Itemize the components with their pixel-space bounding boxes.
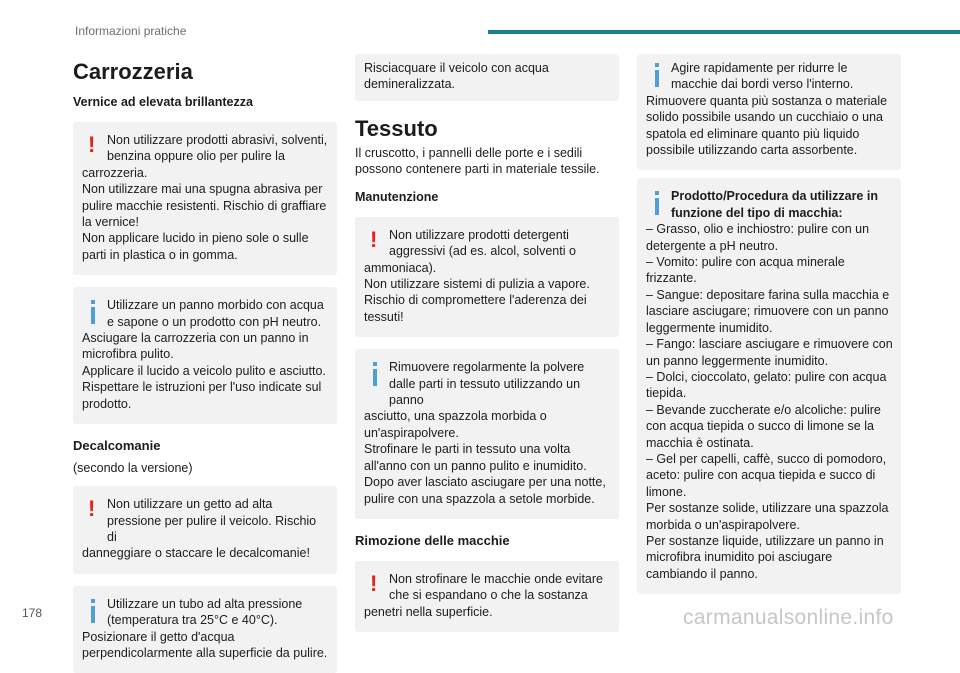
- stain-guide-heading: Prodotto/Procedura da utilizzare in funzione del tipo di macchia:: [671, 189, 878, 220]
- info-icon: [373, 362, 377, 386]
- exclamation-mark-icon: !: [370, 570, 378, 596]
- subheading-decalcomanie: Decalcomanie: [73, 438, 161, 454]
- info-icon: [91, 599, 95, 623]
- column-1: [73, 54, 337, 673]
- info-box: [73, 586, 337, 673]
- warning-text: danneggiare o staccare le decalcomanie!: [82, 546, 310, 561]
- info-box: [355, 349, 619, 519]
- header-section-title: Informazioni pratiche: [75, 24, 187, 38]
- warning-text-first: Non utilizzare prodotti abrasivi, solventi, benzina oppure olio per pulire la: [107, 133, 328, 164]
- info-icon: [655, 191, 659, 215]
- warning-box: [355, 561, 619, 632]
- info-box: [73, 287, 337, 424]
- exclamation-mark-icon: !: [88, 132, 96, 157]
- rinse-text: Risciacquare il veicolo con acqua demineralizzata.: [364, 61, 549, 92]
- warning-text-first: Non utilizzare un getto ad alta pressione per pulire il veicolo. Rischio di: [107, 497, 317, 544]
- stain-guide-list: – Grasso, olio e inchiostro: pulire con un detergente a pH neutro. – Vomito: pulire con acqua minerale frizzante. – Sangue: depositare farina sulla macchia e lasciare asciugare; rimuovere con un panno leggermente inumidito. – Fango: lasciare asciugare e rimuovere con un panno leggermente inumidito. – Dolci, cioccolato, gelato: pulire con acqua tiepida. – Bevande zuccherate e/o alcoliche: pulire con acqua tiepida o succo di limone se la macchia è ostinata. – Gel per capelli, caffè, succo di pomodoro, aceto: pulire con acqua tiepida e succo di limone. Per sostanze solide, utilizzare una spazzola morbida o un'aspirapolvere. Per sostanze liquide, utilizzare un panno in microfibra inumidito poi asciugare cambiando il panno.: [646, 222, 893, 581]
- info-text-first: Agire rapidamente per ridurre le macchie dai bordi verso l'interno.: [671, 61, 854, 92]
- info-text-first: Utilizzare un tubo ad alta pressione (temperatura tra 25°C e 40°C).: [107, 596, 303, 628]
- exclamation-mark-icon: !: [88, 496, 96, 522]
- section-title-carrozzeria: Carrozzeria: [73, 59, 193, 84]
- section-title-tessuto: Tessuto: [355, 115, 438, 141]
- warning-text-first: Non strofinare le macchie onde evitare che si espandano o che la sostanza: [389, 571, 604, 603]
- info-text: Asciugare la carrozzeria con un panno in microfibra pulito. Applicare il lucido a veicolo pulito e asciutto. Rispettare le istruzioni per l'uso indicate sul prodotto.: [82, 331, 326, 411]
- info-box-stain-guide: [637, 178, 901, 594]
- warning-text-first: Non utilizzare prodotti detergenti aggressivi (ad es. alcol, solventi o: [389, 227, 576, 259]
- column-2: [355, 54, 619, 632]
- warning-text: penetri nella superficie.: [364, 604, 493, 619]
- info-text: Posizionare il getto d'acqua perpendicolarmente alla superficie da pulire.: [82, 629, 328, 660]
- page-number: 178: [22, 606, 43, 620]
- info-text: Rimuovere quanta più sostanza o materiale solido possibile usando un cucchiaio o una spatola ed eliminare quanto più liquido possibile utilizzando carta assorbente.: [646, 93, 888, 158]
- info-text: asciutto, una spazzola morbida o un'aspirapolvere. Strofinare le parti in tessuto una volta all'anno con un panno pulito e inumidito. Dopo aver lasciato asciugare per una notte, pulire con una spazzola a setole morbide.: [364, 409, 606, 506]
- subheading-vernice: Vernice ad elevata brillantezza: [73, 95, 253, 109]
- info-box-continued: [355, 54, 619, 101]
- info-icon: [655, 63, 659, 87]
- warning-box: [73, 486, 337, 574]
- warning-box: [73, 122, 337, 275]
- info-box: [637, 54, 901, 170]
- watermark: carmanualsonline.info: [683, 606, 894, 629]
- info-text-first: Utilizzare un panno morbido con acqua e sapone o un prodotto con pH neutro.: [107, 298, 324, 329]
- info-text-first: Rimuovere regolarmente la polvere dalle parti in tessuto utilizzando un panno: [389, 360, 585, 408]
- header-accent-bar: [488, 30, 960, 34]
- warning-text: ammoniaca). Non utilizzare sistemi di pulizia a vapore. Rischio di compromettere l'aderenza dei tessuti!: [364, 260, 590, 324]
- column-3: [637, 54, 901, 594]
- subheading-rimozione-macchie: Rimozione delle macchie: [355, 532, 510, 548]
- subheading-manutenzione: Manutenzione: [355, 189, 439, 204]
- info-icon: [91, 300, 95, 324]
- exclamation-mark-icon: !: [370, 226, 378, 252]
- warning-text: carrozzeria. Non utilizzare mai una spugna abrasiva per pulire macchie resistenti. Rischio di graffiare la vernice! Non applicare lucido in pieno sole o sulle parti in plastica o in gomma.: [82, 165, 327, 262]
- tessuto-intro: Il cruscotto, i pannelli delle porte e i sedili possono contenere parti in materiale tessile.: [355, 145, 600, 176]
- warning-box: [355, 217, 619, 337]
- version-note: (secondo la versione): [73, 461, 193, 476]
